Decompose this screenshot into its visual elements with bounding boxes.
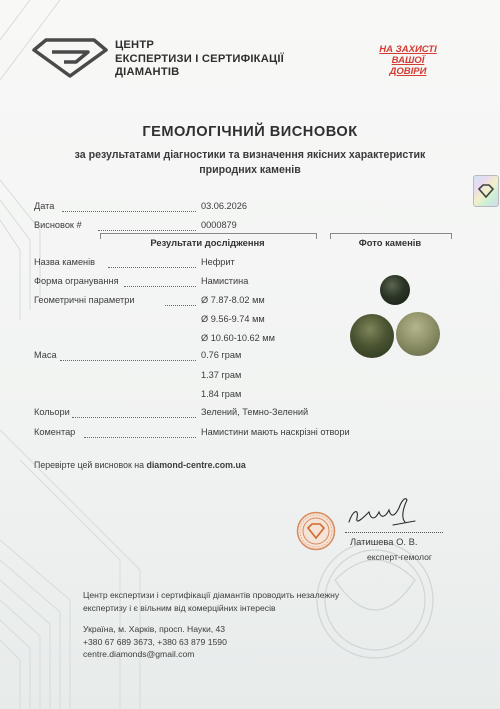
- org-name-line3: ДІАМАНТІВ: [115, 66, 180, 78]
- shape-label: Форма огранування: [34, 276, 119, 286]
- date-value: 03.06.2026: [201, 201, 247, 211]
- shape-leader: [124, 286, 196, 287]
- org-name-line2: ЕКСПЕРТИЗИ І СЕРТИФІКАЦІЇ: [115, 52, 284, 65]
- signature-icon: [345, 492, 425, 532]
- document-subtitle: [20, 148, 480, 178]
- subtitle-line2: природних каменів: [199, 164, 301, 176]
- footer-email[interactable]: centre.diamonds@gmail.com: [83, 649, 195, 659]
- hologram-sticker-icon: [473, 175, 499, 207]
- slogan-line3: ДОВІРИ: [389, 66, 427, 77]
- org-name-line1: ЦЕНТР: [115, 39, 155, 51]
- organization-name: [115, 39, 284, 80]
- mass-value-3: 1.84 грам: [201, 389, 242, 399]
- number-leader: [98, 230, 196, 231]
- mass-label: Маса: [34, 350, 57, 360]
- geometry-value-1: Ø 7.87-8.02 мм: [201, 295, 265, 305]
- verify-url-link[interactable]: diamond-centre.com.ua: [146, 460, 246, 470]
- slogan-line2: ВАШОЇ: [391, 55, 425, 66]
- shape-value: Намистина: [201, 276, 249, 286]
- date-label: Дата: [34, 201, 55, 211]
- footer-statement: [83, 589, 339, 614]
- mass-value-1: 0.76 грам: [201, 350, 242, 360]
- diamond-logo-icon: [30, 38, 110, 78]
- results-section-header: Результати дослідження: [150, 237, 265, 248]
- comment-label: Коментар: [34, 427, 76, 437]
- geometry-value-2: Ø 9.56-9.74 мм: [201, 314, 265, 324]
- signatory-role: експерт-гемолог: [367, 552, 433, 562]
- color-label: Кольори: [34, 407, 70, 417]
- signatory-name: Латишева О. В.: [350, 536, 418, 547]
- stone-small: [380, 275, 410, 305]
- subtitle-line1: за результатами діагностики та визначення якісних характеристик: [74, 149, 426, 161]
- date-leader: [62, 211, 196, 212]
- stone-large-light: [396, 312, 440, 356]
- comment-leader: [84, 437, 196, 438]
- comment-value: Намистини мають наскрізні отвори: [201, 427, 350, 437]
- footer-contacts: [83, 623, 227, 661]
- stone-name-leader: [108, 267, 196, 268]
- color-value: Зелений, Темно-Зелений: [201, 407, 309, 417]
- slogan-line1: НА ЗАХИСТІ: [379, 44, 437, 55]
- geometry-value-3: Ø 10.60-10.62 мм: [201, 333, 275, 343]
- statement-line2: експертизу і є вільним від комерційних інтересів: [83, 602, 276, 613]
- slogan: [360, 44, 456, 77]
- number-value: 0000879: [201, 220, 237, 230]
- footer-address: Україна, м. Харків, просп. Науки, 43: [83, 624, 226, 634]
- stone-name-label: Назва каменів: [34, 257, 96, 267]
- seal-stamp-icon: [296, 511, 336, 551]
- footer-phones: +380 67 689 3673, +380 63 879 1590: [83, 636, 227, 647]
- stone-large-dark: [350, 314, 394, 358]
- statement-line1: Центр експертизи і сертифікації діамантів проводить незалежну: [83, 590, 340, 600]
- document-title: ГЕМОЛОГІЧНИЙ ВИСНОВОК: [142, 124, 358, 140]
- photo-section-header: Фото каменів: [358, 237, 422, 248]
- number-label: Висновок #: [34, 220, 82, 230]
- verify-line: [34, 460, 246, 470]
- geometry-label: Геометричні параметри: [34, 295, 135, 305]
- stones-photo: [340, 268, 450, 378]
- geometry-leader: [165, 305, 196, 306]
- signature-line: [345, 532, 443, 533]
- color-leader: [72, 417, 196, 418]
- mass-value-2: 1.37 грам: [201, 370, 242, 380]
- verify-prefix: Перевірте цей висновок на: [34, 460, 145, 470]
- stone-name-value: Нефрит: [201, 257, 235, 267]
- mass-leader: [60, 360, 196, 361]
